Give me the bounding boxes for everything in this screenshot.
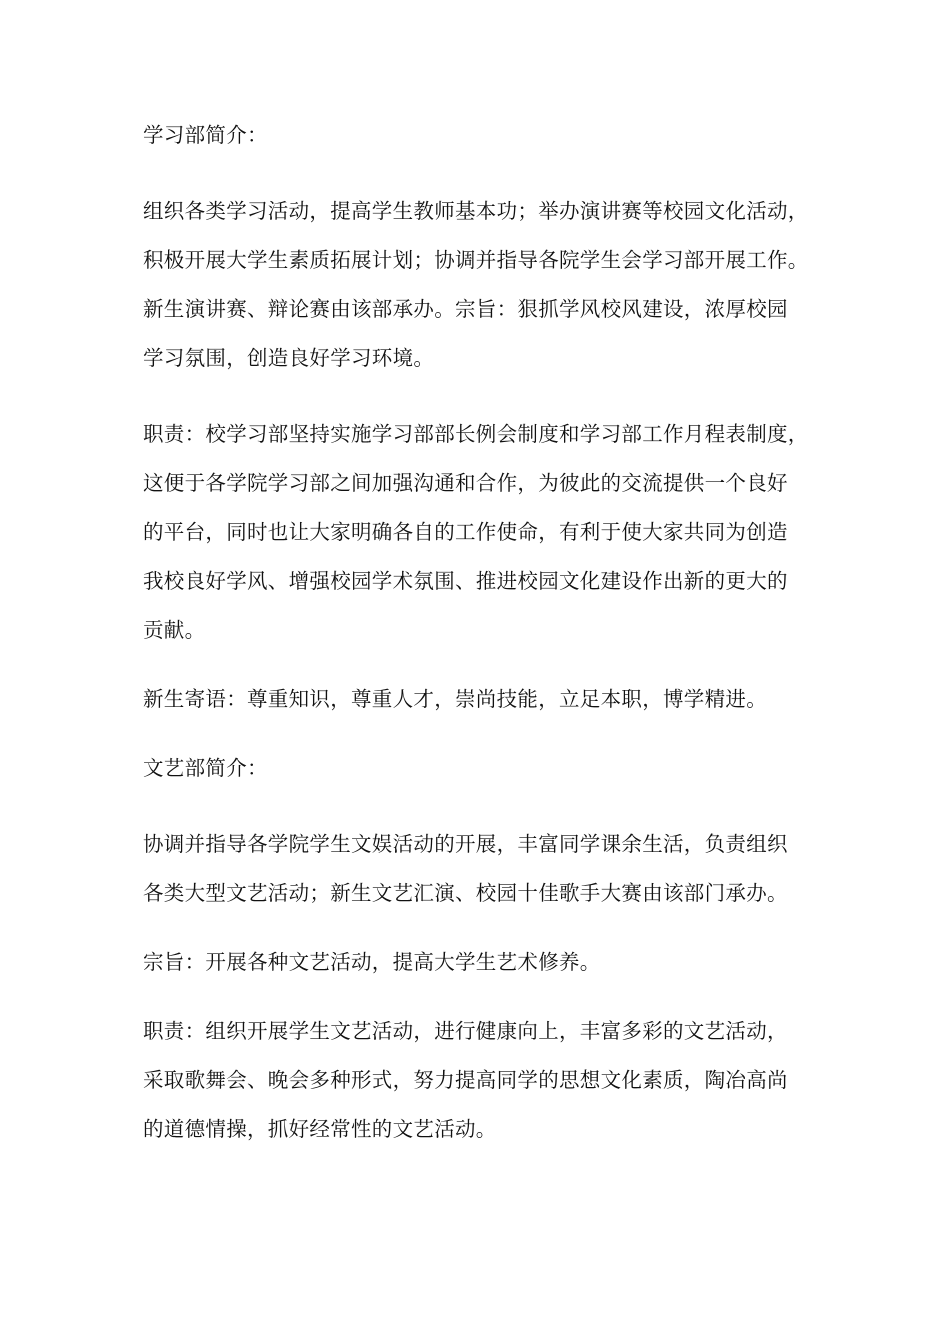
paragraph-gap xyxy=(143,655,843,675)
text-line: 职责：组织开展学生文艺活动，进行健康向上，丰富多彩的文艺活动， xyxy=(143,1019,788,1043)
text-line: 职责：校学习部坚持实施学习部部长例会制度和学习部工作月程表制度， xyxy=(143,422,809,446)
paragraph-gap xyxy=(143,160,843,187)
text-line: 这便于各学院学习部之间加强沟通和合作，为彼此的交流提供一个良好 xyxy=(143,471,788,495)
arts-heading: 文艺部简介： xyxy=(143,756,268,780)
text-line: 的平台，同时也让大家明确各自的工作使命，有利于使大家共同为创造 xyxy=(143,520,788,544)
text-line: 积极开展大学生素质拓展计划；协调并指导各院学生会学习部开展工作。 xyxy=(143,248,809,272)
study-intro-paragraph xyxy=(143,187,843,383)
text-line: 我校良好学风、增强校园学术氛围、推进校园文化建设作出新的更大的 xyxy=(143,569,788,593)
text-line: 新生演讲赛、辩论赛由该部承办。宗旨：狠抓学风校风建设，浓厚校园 xyxy=(143,297,788,321)
paragraph-gap xyxy=(143,793,843,820)
paragraph-gap xyxy=(143,383,843,410)
study-duty-paragraph xyxy=(143,410,843,655)
arts-intro-paragraph xyxy=(143,820,843,918)
text-line: 贡献。 xyxy=(143,618,206,642)
arts-duty-paragraph xyxy=(143,1007,843,1154)
arts-purpose: 宗旨：开展各种文艺活动，提高大学生艺术修养。 xyxy=(143,950,601,974)
text-line: 协调并指导各学院学生文娱活动的开展，丰富同学课余生活，负责组织 xyxy=(143,832,788,856)
text-line: 组织各类学习活动，提高学生教师基本功；举办演讲赛等校园文化活动， xyxy=(143,199,809,223)
text-line: 采取歌舞会、晚会多种形式，努力提高同学的思想文化素质，陶冶高尚 xyxy=(143,1068,788,1092)
text-line: 的道德情操，抓好经常性的文艺活动。 xyxy=(143,1117,497,1141)
text-line: 学习氛围，创造良好学习环境。 xyxy=(143,346,435,370)
document-body xyxy=(143,111,843,1154)
text-line: 各类大型文艺活动；新生文艺汇演、校园十佳歌手大赛由该部门承办。 xyxy=(143,881,788,905)
paragraph-gap xyxy=(143,724,843,744)
study-heading: 学习部简介： xyxy=(143,123,268,147)
paragraph-gap xyxy=(143,918,843,938)
study-message: 新生寄语：尊重知识，尊重人才，崇尚技能，立足本职，博学精进。 xyxy=(143,687,767,711)
paragraph-gap xyxy=(143,987,843,1007)
